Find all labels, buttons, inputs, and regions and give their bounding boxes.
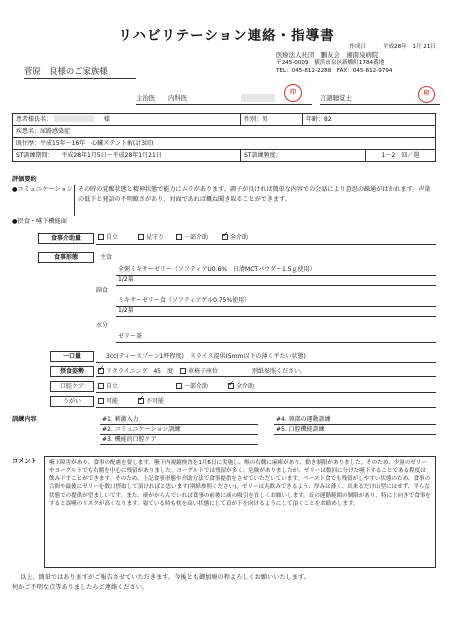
checked-checkbox-icon	[138, 398, 144, 404]
bite-text: 3cc(ティースプーン1杯程度) スライス提供(5mm以下の薄く平たい状態)	[106, 353, 306, 360]
training-heading: 訓練内容	[12, 416, 37, 423]
doctor-label: 主治医 内科医	[136, 94, 188, 102]
org-name: 医療法人社団 鵬友会 湘南泉病院	[276, 51, 379, 59]
gargle-option-label: 不可能	[146, 398, 165, 405]
therapist-label: 言語聴覚士	[320, 94, 352, 102]
issuer-block	[276, 43, 436, 75]
side-amount: 1/2量	[118, 307, 134, 314]
bite-underline	[96, 362, 436, 363]
comment-heading: コメント	[12, 458, 37, 465]
name-cell	[13, 114, 241, 126]
bite-label: 一口量	[50, 351, 94, 362]
posture-label: 摂食姿勢	[50, 366, 94, 377]
oral-underline	[96, 392, 436, 393]
checked-checkbox-icon	[228, 383, 234, 389]
gargle-option-label: 可能	[106, 398, 119, 405]
gargle-option-impossible[interactable]	[138, 398, 164, 406]
staple-amount-underline	[116, 285, 436, 286]
staple-label: 主食	[100, 254, 113, 261]
training-item: #5. 口腔機能訓練	[276, 426, 325, 433]
period-cell	[13, 150, 241, 162]
training-underline	[100, 444, 258, 445]
staple-amount: 1/2量	[118, 276, 134, 283]
org-phone: TEL：045-812-2288 FAX：045-812-9794	[276, 68, 393, 74]
checkbox-icon	[98, 383, 104, 389]
oral-option-label: 一部介助	[184, 383, 209, 390]
gargle-label: うがい	[50, 396, 94, 407]
posture-wheelchair-label: 車椅子座位	[188, 368, 219, 375]
doctor-stamp: 印	[284, 84, 302, 102]
training-underline	[100, 434, 258, 435]
water-item: ゼリー茶	[118, 333, 143, 340]
therapist-stamp: 印	[418, 86, 435, 103]
frequency-value-cell: 1〜2 回／週	[366, 150, 436, 162]
checkbox-icon	[138, 234, 144, 240]
patient-info-table	[12, 113, 436, 162]
gargle-underline	[96, 407, 436, 408]
training-item: #4. 頸部の運動訓練	[276, 416, 331, 423]
patient-name-redacted	[54, 115, 94, 122]
side-underline	[116, 306, 436, 307]
assist-option-label: 自立	[106, 234, 119, 241]
water-underline	[116, 342, 436, 343]
comment-box: 嚥下障害があり、食事の配慮を要します。嚥下内視鏡検査を1月6日に実施し、喉の右側に麻痺があり、動き制限がありました。そのため、少量のゼリーやヨーグルトでも右側を中心に残留がありました。ヨーグルトでは残留が多く、危険がありましたが、ゼリーは数回に分けた嚥下することである程度は飲み下すことができます。そのため、上記食事形態や介助方法で食事提供をさせていただいています。ペースト食でも残留がしやすい状態のため、食事の合間や最後にゼリーを数口摂取して頂ければと思います(別紙参照ください)。ゼリーは丸飲みできるよう、厚みは薄く、出来るだけ山型にはせず、平らな状態での提供が望ましいです。また、痰がからんでいれば食事の前後に痰の吸引を宜しくお願いします。首の運動範囲の制限があり、特に上向きで食事をすると誤嚥のリスクが高くなります。寝ている時も枕を高い状態にして首が下を向けるようにして頂くことをお勧めします。	[44, 456, 436, 568]
created-date: 作成日 平成28年 1月 21日	[349, 44, 436, 50]
assist-underline	[96, 244, 436, 245]
checked-checkbox-icon	[98, 368, 104, 374]
posture-underline	[96, 376, 436, 377]
oral-option-label: 全介助	[236, 383, 255, 390]
checkbox-icon	[98, 234, 104, 240]
evaluation-heading: 評価要約	[12, 176, 37, 183]
assist-option-independent[interactable]	[98, 234, 118, 242]
side-item: ミキサーゼリー食（ソフティアゲル0.75%使用）	[118, 297, 251, 304]
oral-option-label: 自立	[106, 383, 119, 390]
oral-option-full[interactable]	[228, 383, 254, 391]
assist-label: 食事介助量	[38, 233, 94, 244]
sex-cell: 性別：男	[241, 114, 303, 126]
therapist-underline	[320, 104, 440, 105]
history-cell: 既往歴：平成15年〜16年 心臓ステント術(計3回)	[13, 138, 436, 150]
footer-line2: 何かご不明な点等ありましたらご連絡ください。	[12, 584, 149, 591]
oral-option-partial[interactable]	[176, 383, 208, 391]
doctor-underline	[136, 104, 312, 105]
assist-option-partial[interactable]	[176, 234, 208, 242]
assist-option-full[interactable]	[222, 234, 248, 242]
footer-line1: 以上、簡単ではありますがご報告させていただきます。今後とも御加療の程よろしくお願いいたします。	[20, 574, 310, 581]
assist-option-label: 全介助	[230, 234, 249, 241]
posture-recline-option[interactable]	[98, 368, 173, 376]
gargle-option-possible[interactable]	[98, 398, 118, 406]
posture-recline-label: リクライニング 45 度	[106, 368, 173, 375]
name-label: 患者様氏名：	[16, 116, 53, 124]
assist-option-label: 一部介助	[184, 234, 209, 241]
oral-option-independent[interactable]	[98, 383, 118, 391]
posture-wheelchair-option[interactable]	[180, 368, 218, 376]
side-label: 副食	[96, 287, 109, 294]
patient-greeting: 菅原 良様のご家族様	[24, 66, 136, 79]
age-cell: 年齢：82	[303, 114, 436, 126]
water-label: 水分	[96, 322, 109, 329]
training-underline	[274, 434, 436, 435]
training-item: #2. コミュニケーション訓練	[102, 426, 181, 433]
posture-reference: 別紙参照ください。	[252, 368, 307, 375]
period-label: ST訓練期間：	[16, 151, 54, 159]
form-label: 食事形態	[38, 252, 94, 263]
checkbox-icon	[176, 383, 182, 389]
disease-cell: 疾患名：尿路感染症	[13, 126, 436, 138]
training-underline	[274, 424, 436, 425]
checked-checkbox-icon	[222, 234, 228, 240]
oral-label: 口腔ケア	[50, 381, 94, 392]
swallow-label: ●摂食・嚥下機能面	[12, 218, 67, 225]
checkbox-icon	[180, 368, 186, 374]
training-item: #3. 機能的口腔ケア	[102, 436, 157, 443]
checkbox-icon	[176, 234, 182, 240]
staple-item: 全粥ミキサーゼリー（ソフティアU0.6% 日清MCTパウダー1.5ｇ使用）	[118, 266, 316, 273]
training-underline	[100, 424, 258, 425]
frequency-label-cell: ST訓練頻度：	[241, 150, 366, 162]
side-amount-underline	[116, 316, 436, 317]
document-title: リハビリテーション連絡・指導書	[118, 28, 335, 44]
checkbox-icon	[98, 398, 104, 404]
assist-option-watch[interactable]	[138, 234, 164, 242]
org-address: 〒245-0009 横浜市泉区新橋町1784番地	[276, 60, 385, 66]
assist-option-label: 見守り	[146, 234, 165, 241]
training-item: #1. 刺激入力	[102, 416, 139, 423]
period-value: 平成28年1月5日〜平成28年1月21日	[61, 151, 162, 159]
communication-label: ●コミュニケーション	[12, 186, 73, 193]
doctor-name-redacted	[241, 94, 275, 102]
name-suffix: 様	[103, 116, 110, 124]
staple-underline	[116, 275, 436, 276]
communication-text: その時の覚醒状態と精神状態で能力にムラがあります。調子が良ければ簡単な内容での会話により意思の疎通がはかれます。声量の低下と発語の不明瞭さがあり、対面であれば概ね聞き取ることができます。	[74, 185, 436, 216]
